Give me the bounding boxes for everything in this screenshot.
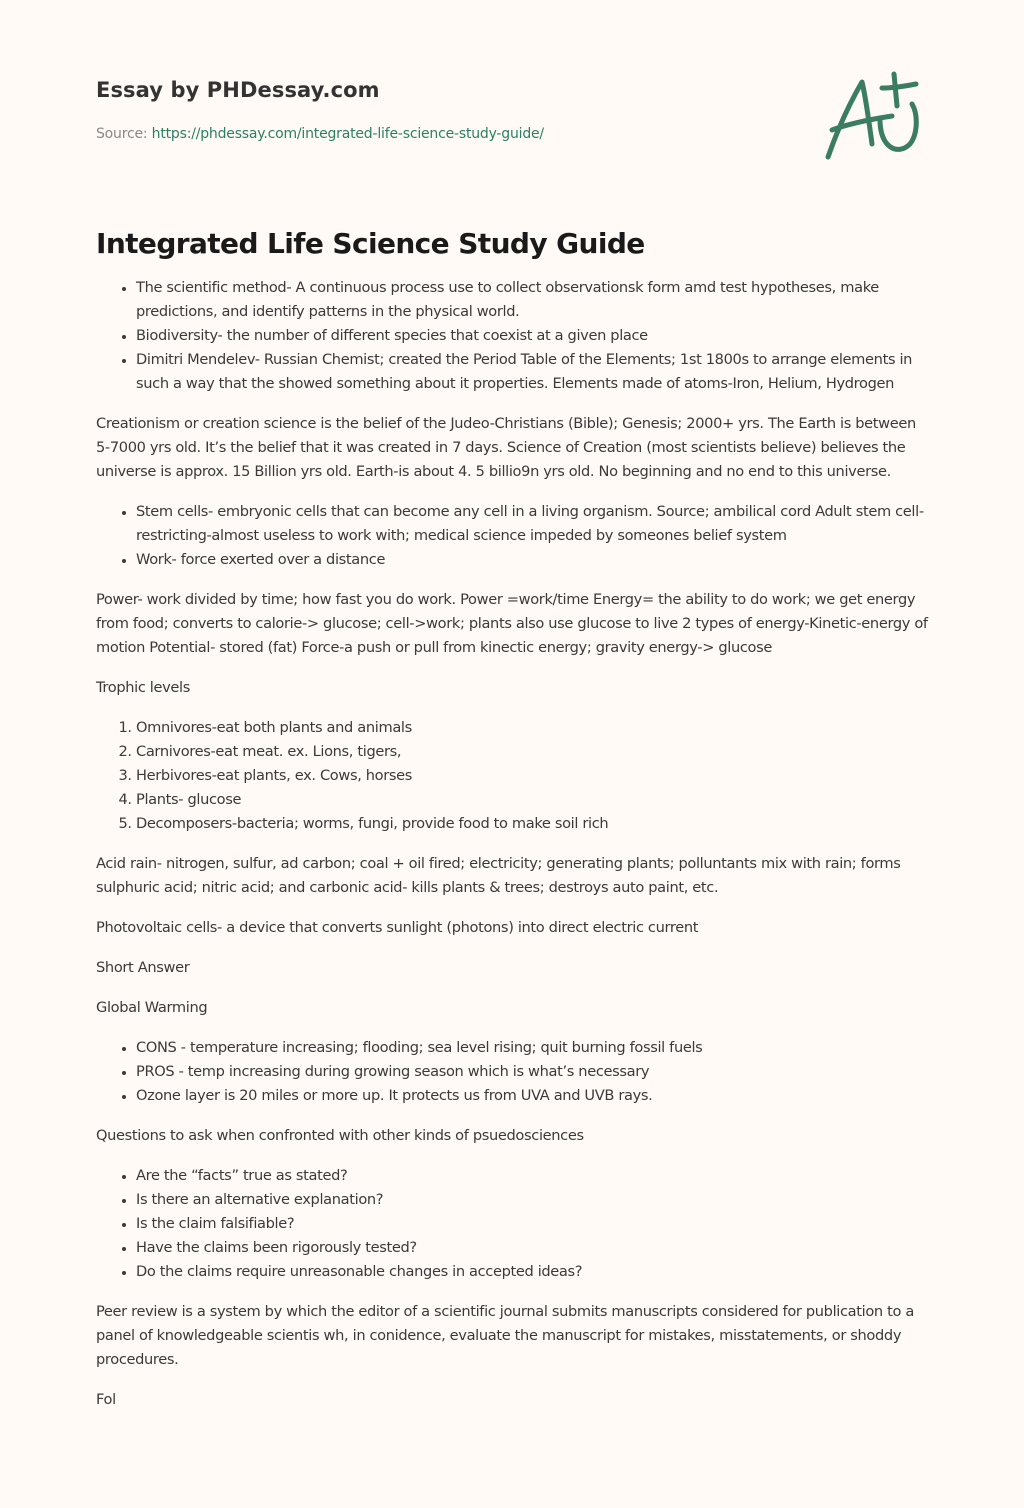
paragraph-acid-rain: Acid rain- nitrogen, sulfur, ad carbon; coal + oil fired; electricity; generating plants; polluntants mix with rain; forms sulphuric acid; nitric acid; and carbonic acid- kills plants & trees; destroys auto paint, etc. [96, 855, 901, 896]
global-warming-list [96, 1036, 928, 1108]
list-item: • Dimitri Mendelev- Russian Chemist; created the Period Table of the Elements; 1st 1800s to arrange elements in such a way that the showed something about it properties. Elements made of atoms-Iron, Helium, Hydrogen [136, 348, 928, 396]
paragraph-truncated: Fol [96, 1391, 116, 1408]
paragraph-power: Power- work divided by time; how fast you do work. Power =work/time Energy= the ability to do work; we get energy from food; converts to calorie-> glucose; cell->work; plants also use glucose to live 2 types of energy-Kinetic-energy of motion Potential- stored (fat) Force-a push or pull from kinectic energy; gravity energy-> glucose [96, 591, 928, 656]
paragraph-global-warming: Global Warming [96, 999, 208, 1016]
a-plus-grade-icon [818, 64, 930, 168]
article-content [96, 224, 928, 1428]
list-item: 4. Plants- glucose [136, 788, 928, 812]
list-item: • Is the claim falsifiable? [136, 1212, 928, 1236]
definitions-list-2 [96, 500, 928, 572]
paragraph-creationism: Creationism or creation science is the belief of the Judeo-Christians (Bible); Genesis; 2000+ yrs. The Earth is between 5-7000 yrs old. It’s the belief that it was created in 7 days. Science of Creation (most scientists believe) believes the universe is approx. 15 Billion yrs old. Earth-is about 4. 5 billio9n yrs old. No beginning and no end to this universe. [96, 415, 916, 480]
questions-list [96, 1164, 928, 1284]
paragraph-photovoltaic: Photovoltaic cells- a device that converts sunlight (photons) into direct electric current [96, 919, 699, 936]
paragraph-peer-review: Peer review is a system by which the editor of a scientific journal submits manuscripts considered for publication to a panel of knowledgeable scientis wh, in conidence, evaluate the manuscript for mistakes, misstatements, or shoddy procedures. [96, 1303, 914, 1368]
list-item: 3. Herbivores-eat plants, ex. Cows, horses [136, 764, 928, 788]
list-item: • Biodiversity- the number of different species that coexist at a given place [136, 324, 928, 348]
list-item: • CONS - temperature increasing; flooding; sea level rising; quit burning fossil fuels [136, 1036, 928, 1060]
list-item: 2. Carnivores-eat meat. ex. Lions, tigers, [136, 740, 928, 764]
paragraph-questions: Questions to ask when confronted with other kinds of psuedosciences [96, 1127, 584, 1144]
list-item: 5. Decomposers-bacteria; worms, fungi, provide food to make soil rich [136, 812, 928, 836]
source-line [96, 124, 796, 144]
paragraph-short-answer: Short Answer [96, 959, 190, 976]
definitions-list-1 [96, 276, 928, 396]
site-title: Essay by PHDessay.com [96, 78, 380, 102]
list-item: • Are the “facts” true as stated? [136, 1164, 928, 1188]
list-item: • Work- force exerted over a distance [136, 548, 928, 572]
list-item: • Is there an alternative explanation? [136, 1188, 928, 1212]
paragraph-trophic-levels: Trophic levels [96, 679, 191, 696]
trophic-levels-list [96, 716, 928, 836]
list-item: • Stem cells- embryonic cells that can become any cell in a living organism. Source; ambilical cord Adult stem cell-restricting-almost useless to work with; medical science impeded by someones belief system [136, 500, 928, 548]
list-item: • Have the claims been rigorously tested? [136, 1236, 928, 1260]
list-item: • The scientific method- A continuous process use to collect observationsk form amd test hypotheses, make predictions, and identify patterns in the physical world. [136, 276, 928, 324]
source-label: Source: [96, 126, 152, 142]
page-header [96, 76, 796, 144]
list-item: • Ozone layer is 20 miles or more up. It protects us from UVA and UVB rays. [136, 1084, 928, 1108]
list-item: • PROS - temp increasing during growing season which is what’s necessary [136, 1060, 928, 1084]
list-item: • Do the claims require unreasonable changes in accepted ideas? [136, 1260, 928, 1284]
page-title: Integrated Life Science Study Guide [96, 227, 645, 260]
list-item: 1. Omnivores-eat both plants and animals [136, 716, 928, 740]
source-link[interactable]: https://phdessay.com/integrated-life-science-study-guide/ [151, 126, 544, 142]
